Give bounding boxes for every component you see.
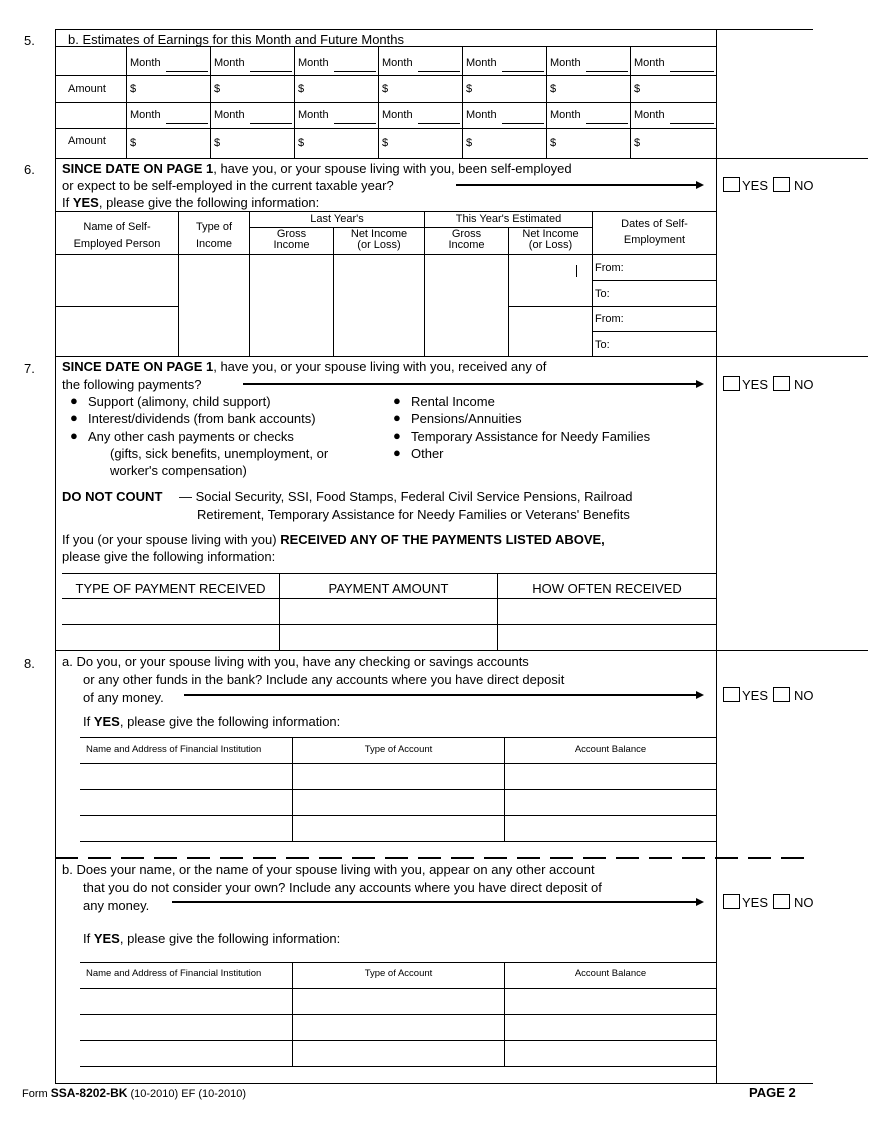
q8a-line-2: or any other funds in the bank? Include any accounts where you have direct deposit (83, 672, 565, 687)
q8a-line-1: a. Do you, or your spouse living with you, have any checking or savings accounts (62, 654, 529, 669)
q6-yes-checkbox[interactable] (723, 177, 740, 192)
q8a-no-checkbox[interactable] (773, 687, 790, 702)
dollar-sign: $ (634, 83, 641, 95)
question-5-title: b. Estimates of Earnings for this Month and Future Months (68, 32, 404, 47)
bullet-icon: ● (393, 428, 401, 443)
col-this-year-header: This Year's Estimated (455, 213, 562, 225)
col-type-header: Type of Income (195, 221, 233, 250)
month-label: Month (130, 109, 161, 121)
question-7-line-1: SINCE DATE ON PAGE 1, have you, or your spouse living with you, received any of (62, 359, 547, 374)
to-label: To: (595, 288, 610, 300)
dollar-sign: $ (466, 83, 473, 95)
no-label: NO (794, 895, 814, 910)
payment-item: Pensions/Annuities (411, 411, 522, 426)
q8a-if-line: If YES, please give the following information: (83, 714, 341, 729)
dollar-sign: $ (214, 83, 221, 95)
dollar-sign: $ (298, 83, 305, 95)
payment-item: Temporary Assistance for Needy Families (411, 429, 651, 444)
question-7-line-2: the following payments? (62, 377, 202, 392)
q8b-line-3: any money. (83, 898, 150, 913)
month-label: Month (298, 109, 329, 121)
gross-income-header: Gross Income (273, 228, 310, 251)
institution-header: Name and Address of Financial Institution (86, 744, 262, 755)
arrow-icon (243, 383, 702, 385)
do-not-count-line-1: — Social Security, SSI, Food Stamps, Federal Civil Service Pensions, Railroad (179, 489, 633, 504)
q8b-line-1: b. Does your name, or the name of your spouse living with you, appear on any other account (62, 862, 595, 877)
dollar-sign: $ (130, 137, 137, 149)
to-label: To: (595, 339, 610, 351)
dollar-sign: $ (382, 137, 389, 149)
q8b-yes-checkbox[interactable] (723, 894, 740, 909)
institution-header: Name and Address of Financial Institution (86, 968, 262, 979)
amount-label: Amount (68, 83, 106, 95)
do-not-count-line-2: Retirement, Temporary Assistance for Needy Families or Veterans' Benefits (197, 507, 630, 522)
payment-item: Rental Income (411, 394, 495, 409)
account-type-header: Type of Account (364, 968, 433, 979)
dollar-sign: $ (550, 83, 557, 95)
do-not-count-label: DO NOT COUNT (62, 489, 163, 504)
from-label: From: (595, 313, 624, 325)
bullet-icon: ● (393, 393, 401, 408)
account-balance-header: Account Balance (574, 744, 647, 755)
payment-item-sub: worker's compensation) (110, 463, 247, 478)
q7-if-line-2: please give the following information: (62, 549, 276, 564)
net-income-header: Net Income (or Loss) (522, 228, 579, 251)
gross-income-header: Gross Income (448, 228, 485, 251)
question-number: 5. (24, 33, 35, 48)
question-6-line-3: If YES, please give the following information: (62, 195, 320, 210)
question-number: 8. (24, 656, 35, 671)
form-identifier: Form SSA-8202-BK (10-2010) EF (10-2010) (22, 1086, 247, 1100)
account-type-header: Type of Account (364, 744, 433, 755)
arrow-icon (172, 901, 702, 903)
month-label: Month (298, 57, 329, 69)
page-number: PAGE 2 (749, 1085, 796, 1100)
month-label: Month (466, 57, 497, 69)
amount-label: Amount (68, 135, 106, 147)
q7-if-line-1: If you (or your spouse living with you) RECEIVED ANY OF THE PAYMENTS LISTED ABOVE, (62, 532, 605, 547)
bullet-icon: ● (70, 428, 78, 443)
dashed-separator (55, 857, 813, 859)
left-margin-line (55, 29, 56, 1083)
month-label: Month (634, 109, 665, 121)
month-label: Month (466, 109, 497, 121)
yes-label: YES (742, 688, 769, 703)
month-label: Month (382, 109, 413, 121)
bottom-line (55, 1083, 813, 1084)
question-number: 7. (24, 361, 35, 376)
q8a-yes-checkbox[interactable] (723, 687, 740, 702)
payment-item: Interest/dividends (from bank accounts) (88, 411, 316, 426)
dollar-sign: $ (298, 137, 305, 149)
dollar-sign: $ (550, 137, 557, 149)
no-label: NO (794, 377, 814, 392)
bullet-icon: ● (393, 410, 401, 425)
q8b-no-checkbox[interactable] (773, 894, 790, 909)
payment-item: Support (alimony, child support) (88, 394, 271, 409)
payment-amount-header: PAYMENT AMOUNT (328, 581, 449, 596)
payment-item-sub: (gifts, sick benefits, unemployment, or (110, 446, 329, 461)
arrow-icon (184, 694, 702, 696)
month-label: Month (634, 57, 665, 69)
q8b-line-2: that you do not consider your own? Include any accounts where you have direct deposit of (83, 880, 602, 895)
q6-no-checkbox[interactable] (773, 177, 790, 192)
month-label: Month (550, 109, 581, 121)
month-label: Month (214, 109, 245, 121)
no-label: NO (794, 178, 814, 193)
bullet-icon: ● (70, 393, 78, 408)
yes-label: YES (742, 377, 769, 392)
dates-header: Dates of Self- Employment (621, 218, 688, 246)
account-balance-header: Account Balance (574, 968, 647, 979)
no-label: NO (794, 688, 814, 703)
month-label: Month (382, 57, 413, 69)
from-label: From: (595, 262, 624, 274)
how-often-header: HOW OFTEN RECEIVED (532, 581, 682, 596)
q8a-line-3: of any money. (83, 690, 164, 705)
month-label: Month (130, 57, 161, 69)
payment-item: Any other cash payments or checks (88, 429, 294, 444)
right-column-line (716, 29, 717, 1083)
yes-label: YES (742, 178, 769, 193)
bullet-icon: ● (393, 445, 401, 460)
question-number: 6. (24, 162, 35, 177)
question-6-line-1: SINCE DATE ON PAGE 1, have you, or your spouse living with you, been self-employed (62, 161, 572, 176)
question-6-line-2: or expect to be self-employed in the current taxable year? (62, 178, 394, 193)
q7-yes-checkbox[interactable] (723, 376, 740, 391)
dollar-sign: $ (130, 83, 137, 95)
dollar-sign: $ (214, 137, 221, 149)
arrow-icon (456, 184, 702, 186)
net-income-header: Net Income (or Loss) (350, 228, 408, 251)
col-name-header: Name of Self- Employed Person (73, 221, 161, 250)
col-last-year-header: Last Year's (310, 213, 364, 225)
type-of-payment-header: TYPE OF PAYMENT RECEIVED (75, 581, 266, 596)
month-label: Month (550, 57, 581, 69)
top-line (55, 29, 813, 30)
bullet-icon: ● (70, 410, 78, 425)
dollar-sign: $ (466, 137, 473, 149)
yes-label: YES (742, 895, 769, 910)
q7-no-checkbox[interactable] (773, 376, 790, 391)
dollar-sign: $ (634, 137, 641, 149)
month-label: Month (214, 57, 245, 69)
q8b-if-line: If YES, please give the following information: (83, 931, 341, 946)
payment-item: Other (411, 446, 444, 461)
dollar-sign: $ (382, 83, 389, 95)
